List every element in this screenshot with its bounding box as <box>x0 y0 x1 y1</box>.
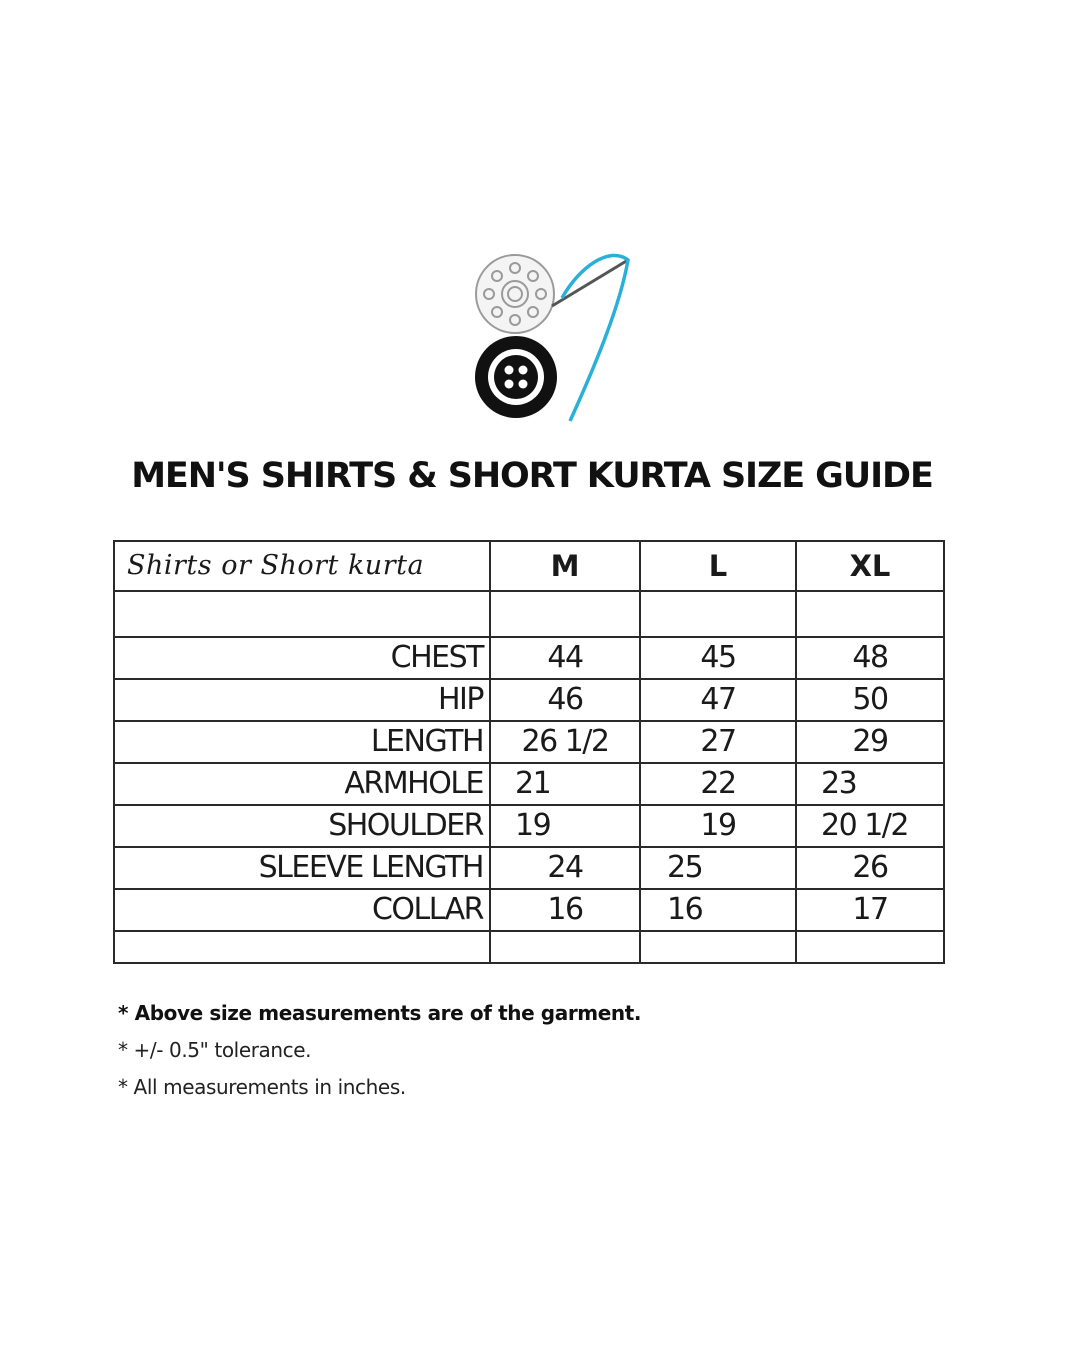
page-title: MEN'S SHIRTS & SHORT KURTA SIZE GUIDE <box>131 456 933 496</box>
table-row <box>114 721 944 763</box>
value-m: 16 <box>490 889 640 931</box>
row-label: HIP <box>114 679 490 721</box>
table-empty-row <box>114 931 944 963</box>
row-label: COLLAR <box>114 889 490 931</box>
note-garment: * Above size measurements are of the garment. <box>118 1001 642 1025</box>
header-size-xl: XL <box>796 541 944 591</box>
value-m: 44 <box>490 637 640 679</box>
table-row <box>114 679 944 721</box>
value-m: 21 <box>490 763 640 805</box>
table-row <box>114 805 944 847</box>
sewing-logo <box>470 246 640 426</box>
empty-cell <box>640 931 796 963</box>
button-icon <box>475 336 557 418</box>
value-xl: 17 <box>796 889 944 931</box>
value-m: 24 <box>490 847 640 889</box>
table-row <box>114 847 944 889</box>
row-label: SHOULDER <box>114 805 490 847</box>
value-l: 16 <box>640 889 796 931</box>
empty-cell <box>640 591 796 637</box>
table-header-row <box>114 541 944 591</box>
value-m: 19 <box>490 805 640 847</box>
header-label: Shirts or Short kurta <box>114 541 490 591</box>
empty-cell <box>796 591 944 637</box>
size-table <box>113 540 945 964</box>
value-l: 27 <box>640 721 796 763</box>
row-label: ARMHOLE <box>114 763 490 805</box>
value-xl: 20 1/2 <box>796 805 944 847</box>
row-label: LENGTH <box>114 721 490 763</box>
note-units: * All measurements in inches. <box>118 1075 406 1099</box>
value-l: 22 <box>640 763 796 805</box>
value-xl: 23 <box>796 763 944 805</box>
value-xl: 50 <box>796 679 944 721</box>
table-empty-row <box>114 591 944 637</box>
sewing-logo-icon <box>470 246 640 426</box>
table-row <box>114 889 944 931</box>
note-tolerance: * +/- 0.5" tolerance. <box>118 1038 312 1062</box>
empty-cell <box>796 931 944 963</box>
bobbin-icon <box>476 255 554 333</box>
value-xl: 29 <box>796 721 944 763</box>
row-label: CHEST <box>114 637 490 679</box>
table-row <box>114 763 944 805</box>
header-size-m: M <box>490 541 640 591</box>
value-l: 47 <box>640 679 796 721</box>
table-row <box>114 637 944 679</box>
value-xl: 26 <box>796 847 944 889</box>
value-xl: 48 <box>796 637 944 679</box>
notes <box>118 1000 641 1111</box>
header-size-l: L <box>640 541 796 591</box>
value-l: 25 <box>640 847 796 889</box>
empty-cell <box>490 591 640 637</box>
value-m: 26 1/2 <box>490 721 640 763</box>
empty-cell <box>114 591 490 637</box>
value-l: 45 <box>640 637 796 679</box>
value-m: 46 <box>490 679 640 721</box>
empty-cell <box>490 931 640 963</box>
empty-cell <box>114 931 490 963</box>
value-l: 19 <box>640 805 796 847</box>
row-label: SLEEVE LENGTH <box>114 847 490 889</box>
